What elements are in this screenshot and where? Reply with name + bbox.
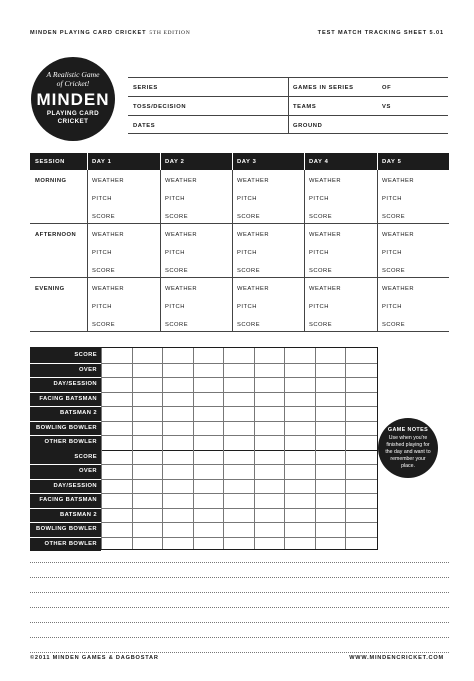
tracker-column-line [101,348,102,549]
day-1-score-field[interactable]: SCORE [92,322,116,328]
label-separator [30,479,101,480]
header-divider [377,153,378,170]
day-3-weather-field[interactable]: WEATHER [237,286,270,292]
notes-line[interactable] [30,622,449,623]
game-notes-text: Use when you're finished playing for the day and want to remember your place. [385,435,431,469]
series-field[interactable]: SERIES [133,85,158,91]
game-notes-title: GAME NOTES [387,427,429,433]
session-label: MORNING [35,178,67,184]
day-2-score-field[interactable]: SCORE [165,214,189,220]
tracker-row-line [101,435,377,436]
tracker-row-label: SCORE [30,450,101,465]
tracker-row-label: OTHER BOWLER [30,435,101,450]
notes-line[interactable] [30,577,449,578]
day-3-score-field[interactable]: SCORE [237,322,261,328]
session-label: EVENING [35,286,65,292]
day-2-weather-field[interactable]: WEATHER [165,232,198,238]
tracker-column-line [315,348,316,549]
logo-tagline-line2: of Cricket! [56,79,90,88]
day-3-header: DAY 3 [237,159,257,165]
column-divider [160,224,161,277]
tracker-row-line [101,392,377,393]
tracker-block-divider [30,450,377,451]
tracker-row-label: BATSMAN 2 [30,406,101,421]
notes-line[interactable] [30,652,449,653]
label-separator [30,406,101,407]
tracker-row-label: OVER [30,363,101,378]
header-divider [304,153,305,170]
day-1-pitch-field[interactable]: PITCH [92,196,112,202]
day-1-score-field[interactable]: SCORE [92,214,116,220]
vs-label: VS [382,104,391,110]
schedule-header-row [30,153,449,170]
tracker-column-line [193,348,194,549]
day-3-pitch-field[interactable]: PITCH [237,304,257,310]
day-4-pitch-field[interactable]: PITCH [309,304,329,310]
tracker-row-label: OVER [30,464,101,479]
label-separator [30,493,101,494]
day-5-pitch-field[interactable]: PITCH [382,196,402,202]
games-in-series-field[interactable]: GAMES IN SERIES [293,85,354,91]
info-divider [288,78,289,133]
session-column-header: SESSION [35,159,65,165]
day-5-score-field[interactable]: SCORE [382,214,406,220]
tracker-row-label: SCORE [30,348,101,363]
tracker-row-label: FACING BATSMAN [30,392,101,407]
day-1-pitch-field[interactable]: PITCH [92,250,112,256]
day-5-score-field[interactable]: SCORE [382,268,406,274]
day-5-pitch-field[interactable]: PITCH [382,304,402,310]
tracker-row-line [101,406,377,407]
tracker-row-line [101,464,377,465]
day-4-header: DAY 4 [309,159,329,165]
logo-subtitle-line2: CRICKET [57,118,89,125]
tracker-column-line [162,348,163,549]
column-divider [304,224,305,277]
label-separator [30,522,101,523]
logo-tagline-line1: A Realistic Game [46,70,100,79]
column-divider [304,170,305,223]
day-1-weather-field[interactable]: WEATHER [92,232,125,238]
day-1-header: DAY 1 [92,159,112,165]
session-schedule-table [30,153,449,332]
game-notes-badge [378,418,438,478]
dates-field[interactable]: DATES [133,123,156,129]
tracker-row-label: FACING BATSMAN [30,493,101,508]
tracker-row-line [101,508,377,509]
label-separator [30,435,101,436]
day-4-score-field[interactable]: SCORE [309,268,333,274]
day-4-pitch-field[interactable]: PITCH [309,250,329,256]
tracker-column-line [254,348,255,549]
column-divider [377,224,378,277]
day-3-score-field[interactable]: SCORE [237,214,261,220]
day-5-pitch-field[interactable]: PITCH [382,250,402,256]
schedule-body [30,170,449,332]
tracker-row-label: BATSMAN 2 [30,508,101,523]
label-separator [30,377,101,378]
header-divider [87,153,88,170]
day-2-pitch-field[interactable]: PITCH [165,196,185,202]
day-3-pitch-field[interactable]: PITCH [237,196,257,202]
tracker-row-label: DAY/SESSION [30,479,101,494]
tracker-column-line [345,348,346,549]
session-block-afternoon [30,224,449,278]
tracker-column-line [223,348,224,549]
logo-subtitle [31,110,115,126]
header-sheet-name: TEST MATCH TRACKING SHEET 5.01 [317,30,444,36]
tracker-column-line [132,348,133,549]
tracker-row-line [101,363,377,364]
logo-brand: MINDEN [36,90,110,109]
day-1-weather-field[interactable]: WEATHER [92,286,125,292]
session-block-morning [30,170,449,224]
header-divider [232,153,233,170]
day-2-score-field[interactable]: SCORE [165,268,189,274]
day-4-score-field[interactable]: SCORE [309,214,333,220]
day-2-pitch-field[interactable]: PITCH [165,250,185,256]
logo-subtitle-line1: PLAYING CARD [46,110,100,117]
of-label: OF [382,85,392,91]
label-separator [30,508,101,509]
day-4-pitch-field[interactable]: PITCH [309,196,329,202]
day-4-weather-field[interactable]: WEATHER [309,178,342,184]
column-divider [87,224,88,277]
match-info-table [128,77,448,133]
tracker-row-line [101,493,377,494]
notes-line[interactable] [30,592,449,593]
teams-field[interactable]: TEAMS [293,104,317,110]
session-label: AFTERNOON [35,232,77,238]
label-separator [30,392,101,393]
tracker-row-label: BOWLING BOWLER [30,522,101,537]
column-divider [160,170,161,223]
tracker-row-line [101,479,377,480]
day-4-weather-field[interactable]: WEATHER [309,232,342,238]
day-3-pitch-field[interactable]: PITCH [237,250,257,256]
day-2-score-field[interactable]: SCORE [165,322,189,328]
column-divider [160,278,161,331]
day-4-score-field[interactable]: SCORE [309,322,333,328]
tracker-row-line [101,421,377,422]
day-4-weather-field[interactable]: WEATHER [309,286,342,292]
day-5-weather-field[interactable]: WEATHER [382,232,415,238]
column-divider [87,170,88,223]
day-1-score-field[interactable]: SCORE [92,268,116,274]
header-title [30,30,190,36]
logo-tagline [31,70,115,88]
day-5-score-field[interactable]: SCORE [382,322,406,328]
notes-line[interactable] [30,562,449,563]
tracker-column-line [284,348,285,549]
column-divider [87,278,88,331]
header-edition: 5TH EDITION [149,30,191,36]
column-divider [377,278,378,331]
tracker-row-label: BOWLING BOWLER [30,421,101,436]
day-3-score-field[interactable]: SCORE [237,268,261,274]
day-5-weather-field[interactable]: WEATHER [382,178,415,184]
header-divider [160,153,161,170]
day-2-weather-field[interactable]: WEATHER [165,178,198,184]
tracker-row-label: OTHER BOWLER [30,537,101,552]
footer-website: WWW.MINDENCRICKET.COM [349,655,444,661]
tracker-row-label: DAY/SESSION [30,377,101,392]
label-separator [30,537,101,538]
tracker-row-line [101,522,377,523]
column-divider [232,170,233,223]
day-3-weather-field[interactable]: WEATHER [237,232,270,238]
day-5-header: DAY 5 [382,159,402,165]
column-divider [304,278,305,331]
day-2-pitch-field[interactable]: PITCH [165,304,185,310]
session-block-evening [30,278,449,332]
notes-line[interactable] [30,637,449,638]
ground-field[interactable]: GROUND [293,123,323,129]
toss-decision-field[interactable]: TOSS/DECISION [133,104,187,110]
column-divider [232,278,233,331]
tracker-row-line [101,377,377,378]
score-tracker-grid [30,347,378,550]
label-separator [30,464,101,465]
day-5-weather-field[interactable]: WEATHER [382,286,415,292]
column-divider [377,170,378,223]
tracker-row-line [101,537,377,538]
day-3-weather-field[interactable]: WEATHER [237,178,270,184]
header-game-name: MINDEN PLAYING CARD CRICKET [30,30,147,36]
column-divider [232,224,233,277]
day-2-header: DAY 2 [165,159,185,165]
notes-line[interactable] [30,607,449,608]
footer-copyright: ©2011 MINDEN GAMES & DAGBOSTAR [30,655,159,661]
day-1-pitch-field[interactable]: PITCH [92,304,112,310]
minden-logo [31,57,115,141]
label-separator [30,421,101,422]
day-2-weather-field[interactable]: WEATHER [165,286,198,292]
day-1-weather-field[interactable]: WEATHER [92,178,125,184]
label-separator [30,363,101,364]
